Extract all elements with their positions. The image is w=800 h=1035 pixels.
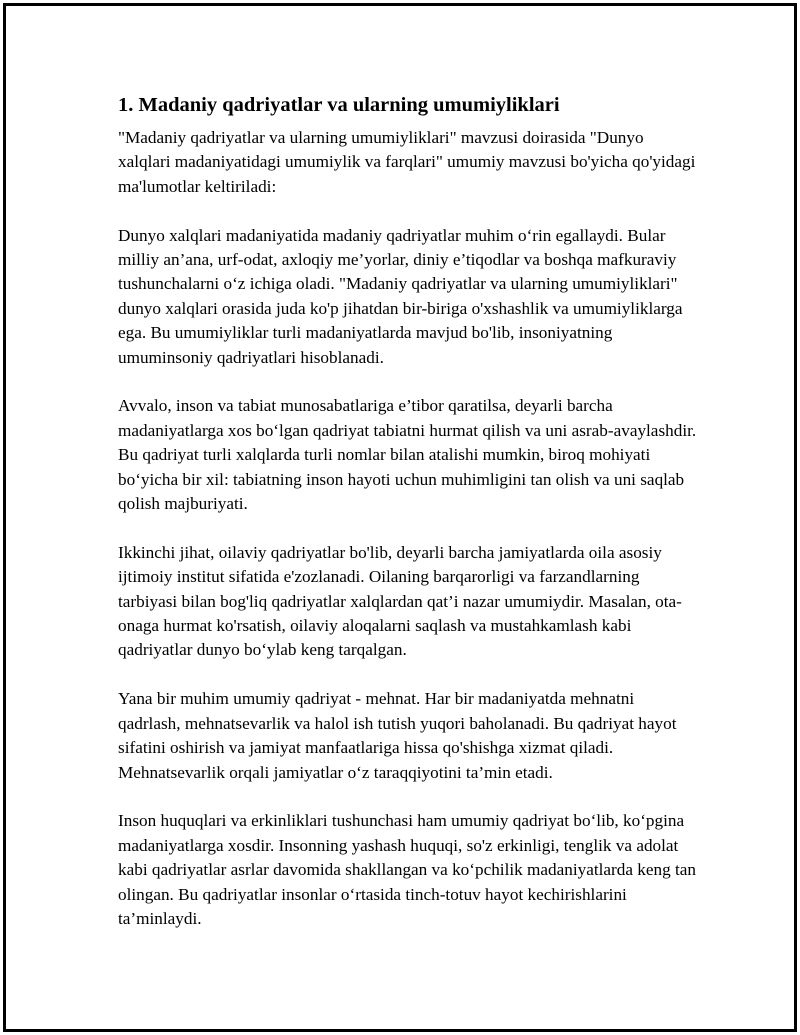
paragraph-intro: "Madaniy qadriyatlar va ularning umumiyliklari" mavzusi doirasida "Dunyo xalqlari madaniyatidagi umumiylik va farqlari" umumiy mavzusi bo'yicha qo'yidagi ma'lumotlar keltiriladi: xyxy=(118,128,696,196)
section-heading: 1. Madaniy qadriyatlar va ularning umumiyliklari xyxy=(118,94,560,116)
paragraph-human-rights: Inson huquqlari va erkinliklari tushunchasi ham umumiy qadriyat bo‘lib, ko‘pgina madaniyatlarga xosdir. Insonning yashash huquqi, so'z erkinligi, tenglik va adolat kabi qadriyatlar asrlar davomida shakllangan va ko‘pchilik madaniyatlarda keng tan olingan. Bu qadriyatlar insonlar o‘rtasida tinch-totuv hayot kechirishlarini ta’minlaydi. xyxy=(118,811,696,928)
document-body xyxy=(118,92,698,956)
paragraph-nature: Avvalo, inson va tabiat munosabatlariga e’tibor qaratilsa, deyarli barcha madaniyatlarga xos bo‘lgan qadriyat tabiatni hurmat qilish va uni asrab-avaylashdir. Bu qadriyat turli xalqlarda turli nomlar bilan atalishi mumkin, biroq mohiyati bo‘yicha bir xil: tabiatning inson hayoti uchun muhimligini tan olish va uni saqlab qolish majburiyati. xyxy=(118,396,697,514)
paragraph-cultural-values: Dunyo xalqlari madaniyatida madaniy qadriyatlar muhim o‘rin egallaydi. Bular milliy an’ana, urf-odat, axloqiy me’yorlar, diniy e’tiqodlar va boshqa mafkuraviy tushunchalarni o‘z ichiga oladi. "Madaniy qadriyatlar va ularning umumiyliklari" dunyo xalqlari orasida juda ko'p jihatdan bir-biriga o'xshashlik va umumiyliklarga ega. Bu umumiyliklar turli madaniyatlarda mavjud bo'lib, insoniyatning umuminsoniy qadriyatlari hisoblanadi. xyxy=(118,225,683,367)
paragraph-family: Ikkinchi jihat, oilaviy qadriyatlar bo'lib, deyarli barcha jamiyatlarda oila asosiy ijtimoiy institut sifatida e'zozlanadi. Oilaning barqarorligi va farzandlarning tarbiyasi bilan bog'liq qadriyatlar xalqlardan qat’i nazar umumiydir. Masalan, ota-onaga hurmat ko'rsatish, oilaviy aloqalarni saqlash va mustahkamlash kabi qadriyatlar dunyo bo‘ylab keng tarqalgan. xyxy=(118,542,682,660)
paragraph-labor: Yana bir muhim umumiy qadriyat - mehnat. Har bir madaniyatda mehnatni qadrlash, mehnatsevarlik va halol ish tutish yuqori baholanadi. Bu qadriyat hayot sifatini oshirish va jamiyat manfaatlariga hissa qo'shishga xizmat qiladi. Mehnatsevarlik orqali jamiyatlar o‘z taraqqiyotini ta’min etadi. xyxy=(118,689,677,782)
